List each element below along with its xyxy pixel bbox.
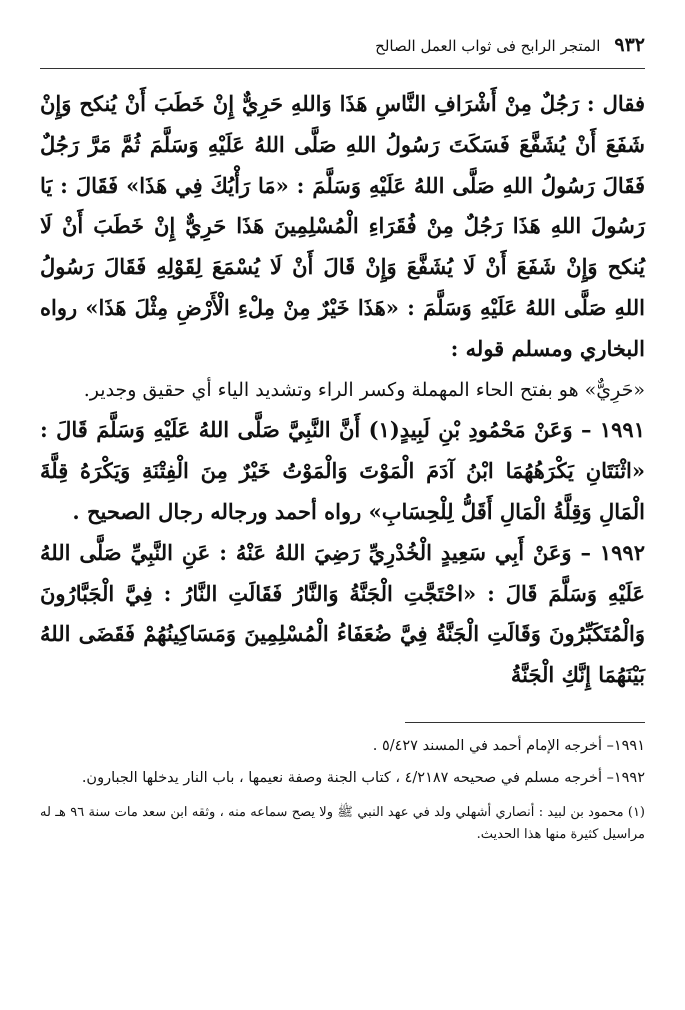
paragraph-hadith-continuation: فقال : رَجُلٌ مِنْ أَشْرَافِ النَّاسِ هَذَا وَاللهِ حَرِيٌّ إِنْ خَطَبَ أَنْ يُنكح وَإِنْ شَفَعَ أَنْ يُشَفَّعَ فَسَكَتَ رَسُولُ اللهِ صَلَّى اللهُ عَلَيْهِ وَسَلَّمَ ثُمَّ مَرَّ رَجُلٌ فَقَالَ رَسُولُ اللهِ صَلَّى اللهُ عَلَيْهِ وَسَلَّمَ : «مَا رَأْيُكَ فِي هَذَا» فَقَالَ : يَا رَسُولَ اللهِ هَذَا رَجُلٌ مِنْ فُقَرَاءِ الْمُسْلِمِينَ هَذَا حَرِيٌّ إِنْ خَطَبَ أَنْ لَا يُنكح وَإِنْ شَفَعَ أَنْ لَا يُشَفَّعَ وَإِنْ قَالَ أَنْ لَا يُسْمَعَ لِقَوْلِهِ فَقَالَ رَسُولُ اللهِ صَلَّى اللهُ عَلَيْهِ وَسَلَّمَ : «هَذَا خَيْرٌ مِنْ مِلْءِ الْأَرْضِ مِثْلَ هَذَا» رواه البخاري ومسلم قوله : bbox=[40, 91, 645, 361]
page-number: ٩٣٢ bbox=[614, 34, 645, 56]
paragraph-hadith-1992: ١٩٩٢ – وَعَنْ أَبِي سَعِيدٍ الْخُدْرِيِّ رَضِيَ اللهُ عَنْهُ : عَنِ النَّبِيِّ صَلَّى اللهُ عَلَيْهِ وَسَلَّمَ قَالَ : «احْتَجَّتِ الْجَنَّةُ وَالنَّارُ فَقَالَتِ النَّارُ : فِيَّ الْجَبَّارُونَ وَالْمُتَكَبِّرُونَ وَقَالَتِ الْجَنَّةُ فِيَّ ضُعَفَاءُ الْمُسْلِمِينَ وَمَسَاكِينُهُمْ فَقَضَى اللهُ بَيْنَهُمَا إِنَّكِ الْجَنَّةُ bbox=[40, 539, 645, 688]
paragraph-word-explanation: «حَرِيٌّ» هو بفتح الحاء المهملة وكسر الراء وتشديد الياء أي حقيق وجدير. bbox=[83, 378, 645, 401]
running-header bbox=[40, 34, 645, 69]
footnote-divider bbox=[405, 722, 645, 723]
footnotes bbox=[40, 734, 645, 846]
paragraph-hadith-1991: ١٩٩١ – وَعَنْ مَحْمُودِ بْنِ لَبِيدٍ(١) أَنَّ النَّبِيَّ صَلَّى اللهُ عَلَيْهِ وَسَلَّمَ قَالَ : «اثْنَتَانِ يَكْرَهُهُمَا ابْنُ آدَمَ الْمَوْتَ وَالْمَوْتُ خَيْرٌ مِنَ الْفِتْنَةِ وَيَكْرَهُ قِلَّةَ الْمَالِ وَقِلَّةُ الْمَالِ أَقَلُّ لِلْحِسَابِ» رواه أحمد ورجاله رجال الصحيح . bbox=[40, 417, 645, 524]
main-text bbox=[40, 84, 645, 696]
footnote-narrator-note: (١) محمود بن لبيد : أنصاري أشهلي ولد في عهد النبي ﷺ ولا يصح سماعه منه ، وثقه ابن سعد مات سنة ٩٦ هـ له مراسيل كثيرة منها هذا الحديث. bbox=[40, 805, 645, 842]
footnote-source-1991: ١٩٩١– أخرجه الإمام أحمد في المسند ٥/٤٢٧ . bbox=[372, 738, 645, 754]
footnote-source-1992: ١٩٩٢– أخرجه مسلم في صحيحه ٤/٢١٨٧ ، كتاب الجنة وصفة نعيمها ، باب النار يدخلها الجبارون. bbox=[81, 770, 645, 786]
running-title: المتجر الرابح فى ثواب العمل الصالح bbox=[375, 37, 601, 55]
